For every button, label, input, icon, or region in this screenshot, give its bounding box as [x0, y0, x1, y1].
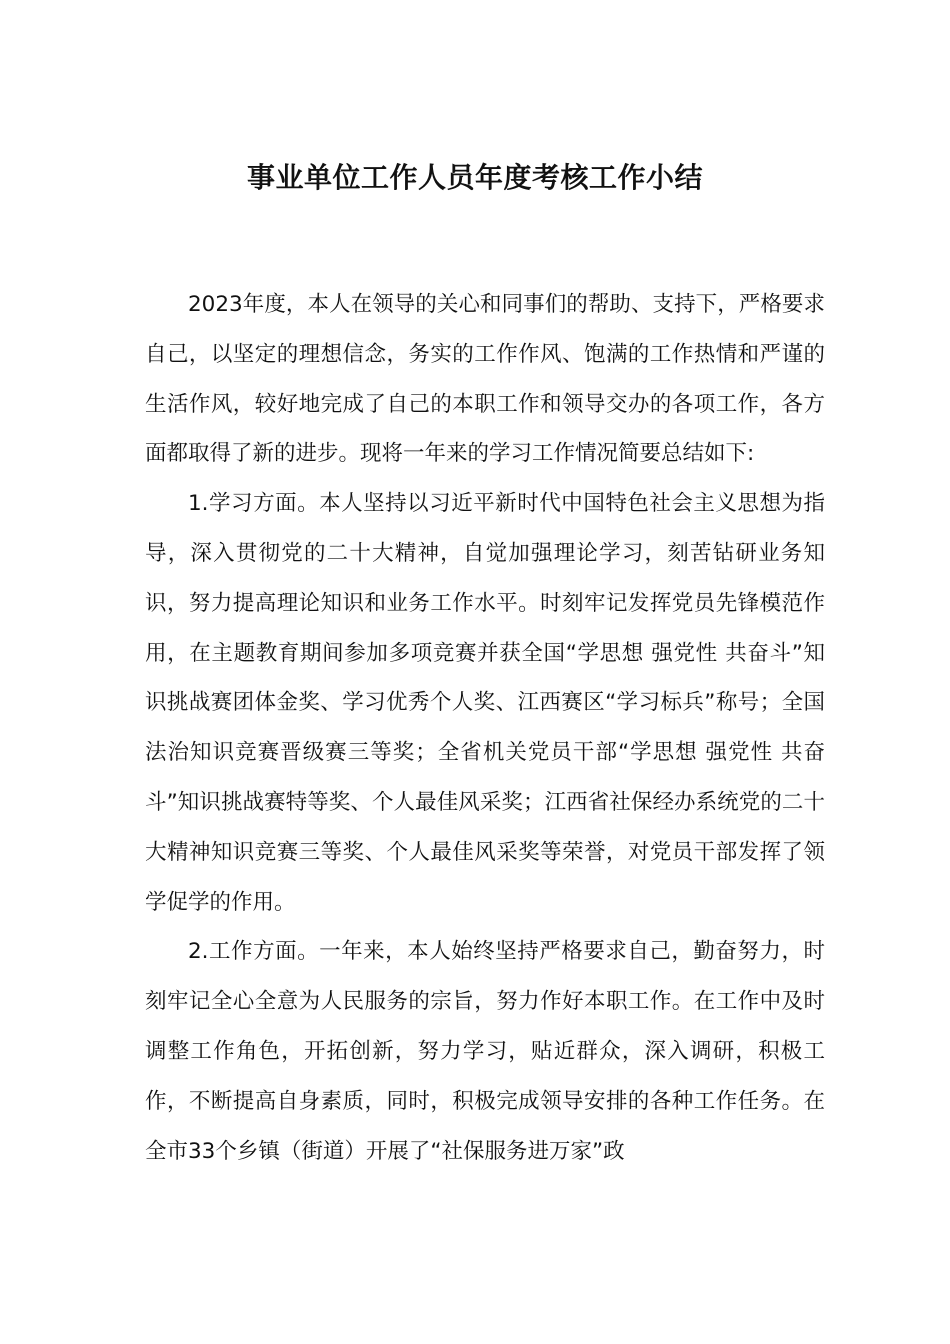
document-title: 事业单位工作人员年度考核工作小结	[246, 161, 703, 194]
paragraph-intro: 2023年度，本人在领导的关心和同事们的帮助、支持下，严格要求自己，以坚定的理想信念，务实的工作作风、饱满的工作热情和严谨的生活作风，较好地完成了自己的本职工作和领导交办的各项工作，各方面都取得了新的进步。现将一年来的学习工作情况简要总结如下:	[145, 292, 825, 467]
document-body	[145, 280, 825, 1176]
paragraph-work: 2.工作方面。一年来，本人始终坚持严格要求自己，勤奋努力，时刻牢记全心全意为人民服务的宗旨，努力作好本职工作。在工作中及时调整工作角色，开拓创新，努力学习，贴近群众，深入调研，积极工作，不断提高自身素质，同时，积极完成领导安排的各种工作任务。在全市33个乡镇（街道）开展了“社保服务进万家”政	[145, 939, 825, 1164]
paragraph-study: 1.学习方面。本人坚持以习近平新时代中国特色社会主义思想为指导，深入贯彻党的二十大精神，自觉加强理论学习，刻苦钻研业务知识，努力提高理论知识和业务工作水平。时刻牢记发挥党员先锋模范作用，在主题教育期间参加多项竞赛并获全国“学思想 强党性 共奋斗”知识挑战赛团体金奖、学习优秀个人奖、江西赛区“学习标兵”称号；全国法治知识竞赛晋级赛三等奖；全省机关党员干部“学思想 强党性 共奋斗”知识挑战赛特等奖、个人最佳风采奖；江西省社保经办系统党的二十大精神知识竞赛三等奖、个人最佳风采奖等荣誉，对党员干部发挥了领学促学的作用。	[145, 491, 825, 915]
